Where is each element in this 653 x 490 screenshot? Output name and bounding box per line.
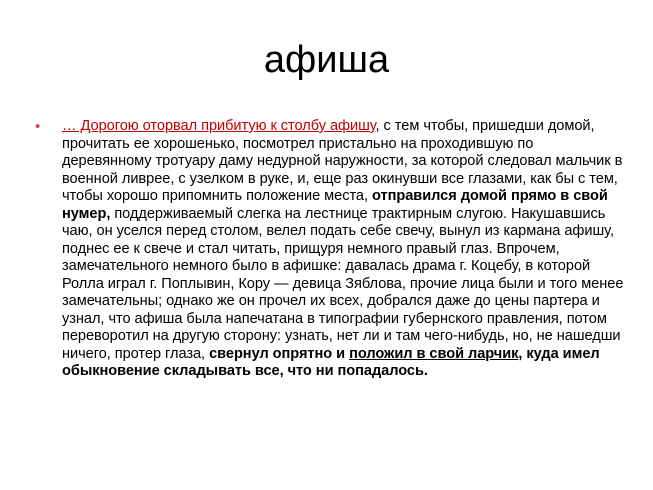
bullet-icon: • bbox=[35, 118, 41, 135]
body-text: поддерживаемый слегка на лестнице трактирным слугою. Накушавшись чаю, он уселся перед столом, велел подать себе свечу, вынул из кармана афишу, поднес ее к свече и стал читать, прищуря немного правый глаз. Впрочем, замечательного немного было в афишке: давалась драма г. Коцебу, в которой Ролла играл г. Поплывин, Кору — девица Зяблова, прочие лица были и того менее замечательны; однако же он прочел их всех, добрался даже до цены партера и узнал, что афиша была напечатана в типографии губернского правления, потом переворотил на другую сторону: узнать, нет ли и там чего-нибудь, но, не нашедши ничего, протер глаза, bbox=[62, 205, 624, 362]
bold-underlined-text: положил в свой ларчик bbox=[349, 345, 519, 362]
highlight-red-text: … Дорогою оторвал прибитую к столбу афишу bbox=[62, 118, 376, 134]
bold-text: отправился домой прямо в свой нумер, bbox=[62, 188, 608, 222]
body-text: , с тем чтобы, пришедши домой, прочитать ее хорошенько, посмотрел пристально на проходившую по деревянному тротуару даму недурной наружности, за которой следовал мальчик в военной ливрее, с узелком в руке, и, еще раз окинувши все глазами, как бы с тем, чтобы хорошо припомнить положение места, bbox=[62, 118, 623, 204]
slide-title: афиша bbox=[263, 39, 390, 81]
bold-text: , куда имел обыкновение складывать все, что ни попадалось. bbox=[62, 345, 600, 379]
bold-text: свернул опрятно и bbox=[209, 345, 350, 362]
quote-paragraph bbox=[62, 118, 625, 381]
bullet-item bbox=[35, 118, 625, 381]
